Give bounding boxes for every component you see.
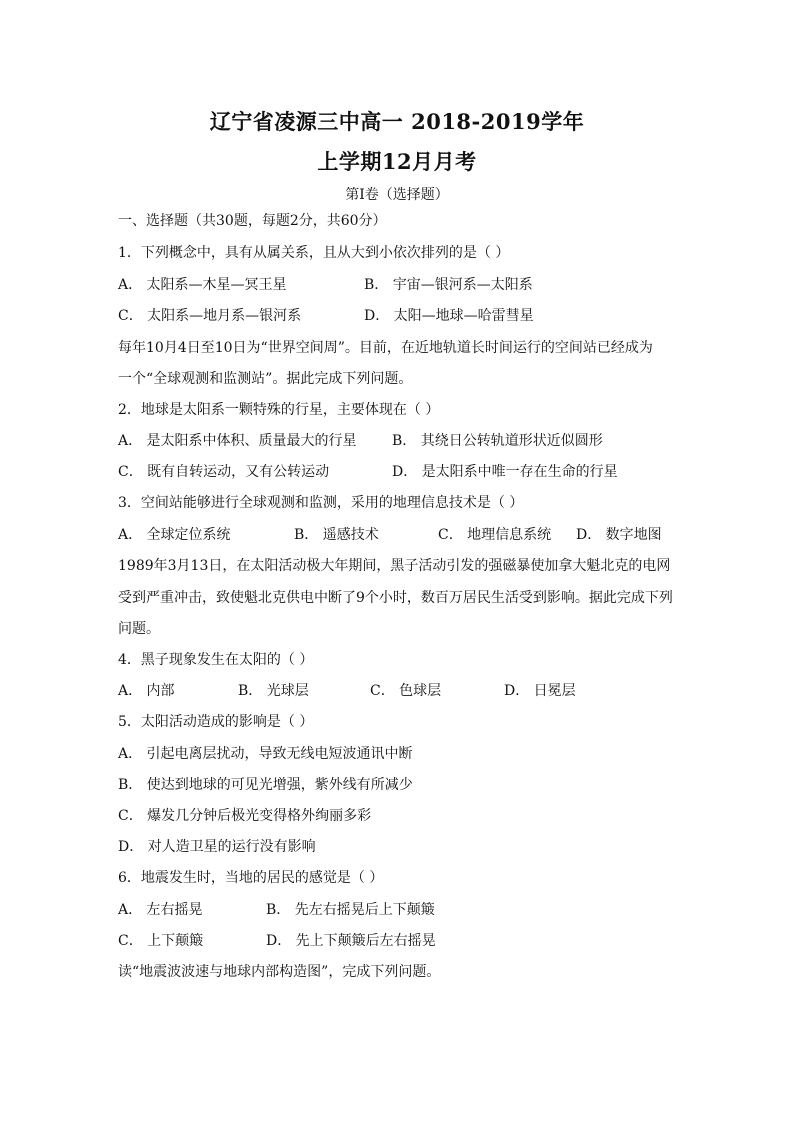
question-6-stem: 6．地震发生时，当地的居民的感觉是（ ） <box>118 870 384 886</box>
question-5-stem: 5．太阳活动造成的影响是（ ） <box>118 714 314 730</box>
exam-title-line1: 辽宁省凌源三中高一 2018-2019学年 <box>209 109 585 134</box>
question-5-option-d: D． 对人造卫星的运行没有影响 <box>118 839 316 855</box>
question-3-stem: 3．空间站能够进行全球观测和监测，采用的地理信息技术是（ ） <box>118 495 524 511</box>
question-6-option-d: D． 先上下颠簸后左右摇晃 <box>266 933 436 949</box>
question-4-option-c: C． 色球层 <box>370 683 442 699</box>
question-5-option-c: C． 爆发几分钟后极光变得格外绚丽多彩 <box>118 808 372 824</box>
question-2-stem: 2．地球是太阳系一颗特殊的行星，主要体现在（ ） <box>118 402 440 418</box>
passage-1-line2: 一个“全球观测和监测站”。据此完成下列问题。 <box>118 371 413 387</box>
passage-2-line3: 问题。 <box>118 621 160 637</box>
question-2-option-d: D． 是太阳系中唯一存在生命的行星 <box>392 464 618 480</box>
volume-label: 第Ⅰ卷（选择题） <box>345 187 449 203</box>
question-6-option-c: C． 上下颠簸 <box>118 933 204 949</box>
question-4-option-a: A． 内部 <box>118 683 175 699</box>
question-4-stem: 4．黑子现象发生在太阳的（ ） <box>118 652 314 668</box>
question-2-option-b: B． 其绕日公转轨道形状近似圆形 <box>392 433 603 449</box>
question-3-option-b: B． 遥感技术 <box>294 527 379 543</box>
passage-3-line1: 读“地震波波速与地球内部构造图”，完成下列问题。 <box>118 964 441 980</box>
question-1-option-a: A． 太阳系—木星—冥王星 <box>118 277 287 293</box>
question-1-stem: 1．下列概念中，具有从属关系，且从大到小依次排列的是（ ） <box>118 245 510 261</box>
question-4-option-b: B． 光球层 <box>238 683 309 699</box>
question-1-option-b: B． 宇宙—银河系—太阳系 <box>364 277 533 293</box>
question-3-option-d: D． 数字地图 <box>576 527 662 543</box>
passage-1-line1: 每年10月4日至10日为“世界空间周”。目前，在近地轨道长时间运行的空间站已经成为 <box>118 340 653 356</box>
question-5-option-a: A． 引起电离层扰动，导致无线电短波通讯中断 <box>118 746 413 762</box>
section-heading: 一、选择题（共30题，每题2分，共60分） <box>118 213 387 229</box>
exam-title-line2: 上学期12月月考 <box>317 149 477 174</box>
question-1-option-c: C． 太阳系—地月系—银河系 <box>118 308 302 324</box>
question-5-option-b: B． 使达到地球的可见光增强，紫外线有所减少 <box>118 777 413 793</box>
question-3-option-c: C． 地理信息系统 <box>438 527 552 543</box>
question-1-option-d: D． 太阳—地球—哈雷彗星 <box>364 308 534 324</box>
question-4-option-d: D． 日冕层 <box>504 683 576 699</box>
passage-2-line1: 1989年3月13日，在太阳活动极大年期间，黑子活动引发的强磁暴使加拿大魁北克的电网 <box>118 558 671 574</box>
question-3-option-a: A． 全球定位系统 <box>118 527 231 543</box>
question-2-option-a: A． 是太阳系中体积、质量最大的行星 <box>118 433 357 449</box>
question-6-option-a: A． 左右摇晃 <box>118 902 203 918</box>
question-2-option-c: C． 既有自转运动，又有公转运动 <box>118 464 330 480</box>
passage-2-line2: 受到严重冲击，致使魁北克供电中断了9个小时，数百万居民生活受到影响。据此完成下列 <box>118 590 673 606</box>
question-6-option-b: B． 先左右摇晃后上下颠簸 <box>266 902 435 918</box>
